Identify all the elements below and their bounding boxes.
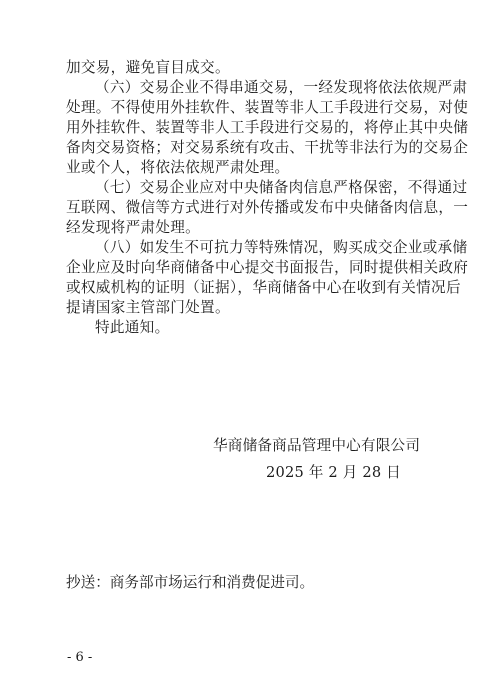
paragraph-line: 加交易，避免盲目成交。 xyxy=(66,59,230,76)
paragraph-line: 经发现将严肃处理。 xyxy=(66,219,201,236)
paragraph-line: （八）如发生不可抗力等特殊情况，购买成交企业或承储 xyxy=(95,239,468,256)
paragraph-line: 业或个人，将依法依规严肃处理。 xyxy=(66,159,290,176)
paragraph-line: 用外挂软件、装置等非人工手段进行交易的，将停止其中央储 xyxy=(66,119,469,136)
paragraph-line: （七）交易企业应对中央储备肉信息严格保密，不得通过 xyxy=(95,179,468,196)
signature-organization: 华商储备商品管理中心有限公司 xyxy=(213,437,421,454)
paragraph-line: 或权威机构的证明（证据），华商储备中心在收到有关情况后 xyxy=(66,279,461,296)
paragraph-line: 提请国家主管部门处置。 xyxy=(66,299,230,316)
signature-date: 2025 年 2 月 28 日 xyxy=(266,464,401,481)
closing-line: 特此通知。 xyxy=(95,319,170,336)
paragraph-line: （六）交易企业不得串通交易，一经发现将依法依规严肃 xyxy=(95,79,468,96)
cc-line: 抄送：商务部市场运行和消费促进司。 xyxy=(66,574,315,591)
paragraph-line: 企业应及时向华商储备中心提交书面报告，同时提供相关政府 xyxy=(66,259,469,276)
document-body xyxy=(66,58,469,338)
paragraph-line: 备肉交易资格；对交易系统有攻击、干扰等非法行为的交易企 xyxy=(66,139,469,156)
page-number: - 6 - xyxy=(67,650,93,665)
paragraph-line: 处理。不得使用外挂软件、装置等非人工手段进行交易，对使 xyxy=(66,99,469,116)
paragraph-line: 互联网、微信等方式进行对外传播或发布中央储备肉信息，一 xyxy=(66,199,469,216)
